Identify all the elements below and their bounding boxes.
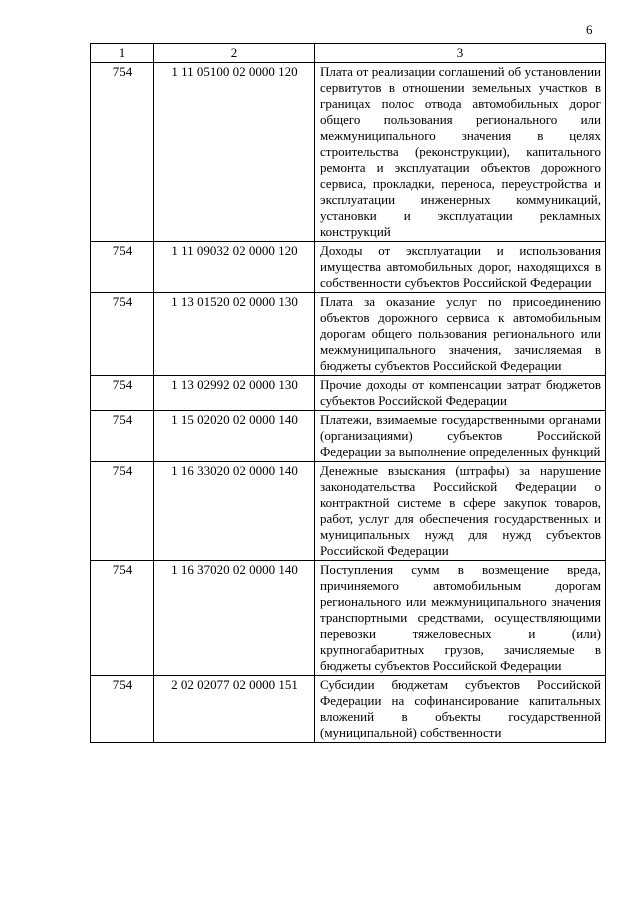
description-cell: Доходы от эксплуатации и использования имущества автомобильных дорог, находящихся в собственности субъектов Российской Федерации [315,242,606,293]
revenue-code-cell: 2 02 02077 02 0000 151 [154,676,315,743]
revenue-codes-table [90,43,606,743]
page-number: 6 [586,22,593,37]
description-cell: Платежи, взимаемые государственными органами (организациями) субъектов Российской Федерации за выполнение определенных функций [315,411,606,462]
agency-code-cell: 754 [91,462,154,561]
table-header-row [91,44,606,63]
agency-code-cell: 754 [91,676,154,743]
description-cell: Плата за оказание услуг по присоединению объектов дорожного сервиса к автомобильным дорогам общего пользования регионального или межмуниципального значения, зачисляемая в бюджеты субъектов Российской Федерации [315,293,606,376]
agency-code-cell: 754 [91,411,154,462]
agency-code-cell: 754 [91,561,154,676]
table-row [91,63,606,242]
agency-code-cell: 754 [91,63,154,242]
agency-code-cell: 754 [91,293,154,376]
column-header: 1 [91,44,154,63]
description-cell: Денежные взыскания (штрафы) за нарушение законодательства Российской Федерации о контрактной системе в сфере закупок товаров, работ, услуг для обеспечения государственных и муниципальных нужд для нужд субъектов Российской Федерации [315,462,606,561]
description-cell: Прочие доходы от компенсации затрат бюджетов субъектов Российской Федерации [315,376,606,411]
revenue-code-cell: 1 13 01520 02 0000 130 [154,293,315,376]
table-row [91,411,606,462]
table-row [91,293,606,376]
agency-code-cell: 754 [91,376,154,411]
description-cell: Плата от реализации соглашений об установлении сервитутов в отношении земельных участков в границах полос отвода автомобильных дорог общего пользования регионального или межмуниципального значения в целях строительства (реконструкции), капитального ремонта и эксплуатации объектов дорожного сервиса, прокладки, переноса, переустройства и эксплуатации инженерных коммуникаций, установки и эксплуатации рекламных конструкций [315,63,606,242]
revenue-code-cell: 1 13 02992 02 0000 130 [154,376,315,411]
description-cell: Поступления сумм в возмещение вреда, причиняемого автомобильным дорогам регионального или межмуниципального значения транспортными средствами, осуществляющими перевозки тяжеловесных и (или) крупногабаритных грузов, зачисляемые в бюджеты субъектов Российской Федерации [315,561,606,676]
agency-code-cell: 754 [91,242,154,293]
table-row [91,561,606,676]
revenue-code-cell: 1 11 09032 02 0000 120 [154,242,315,293]
column-header: 3 [315,44,606,63]
table-row [91,376,606,411]
description-cell: Субсидии бюджетам субъектов Российской Федерации на софинансирование капитальных вложений в объекты государственной (муниципальной) собственности [315,676,606,743]
revenue-code-cell: 1 16 37020 02 0000 140 [154,561,315,676]
revenue-code-cell: 1 11 05100 02 0000 120 [154,63,315,242]
table-row [91,242,606,293]
revenue-code-cell: 1 16 33020 02 0000 140 [154,462,315,561]
revenue-code-cell: 1 15 02020 02 0000 140 [154,411,315,462]
table-row [91,676,606,743]
table-row [91,462,606,561]
column-header: 2 [154,44,315,63]
